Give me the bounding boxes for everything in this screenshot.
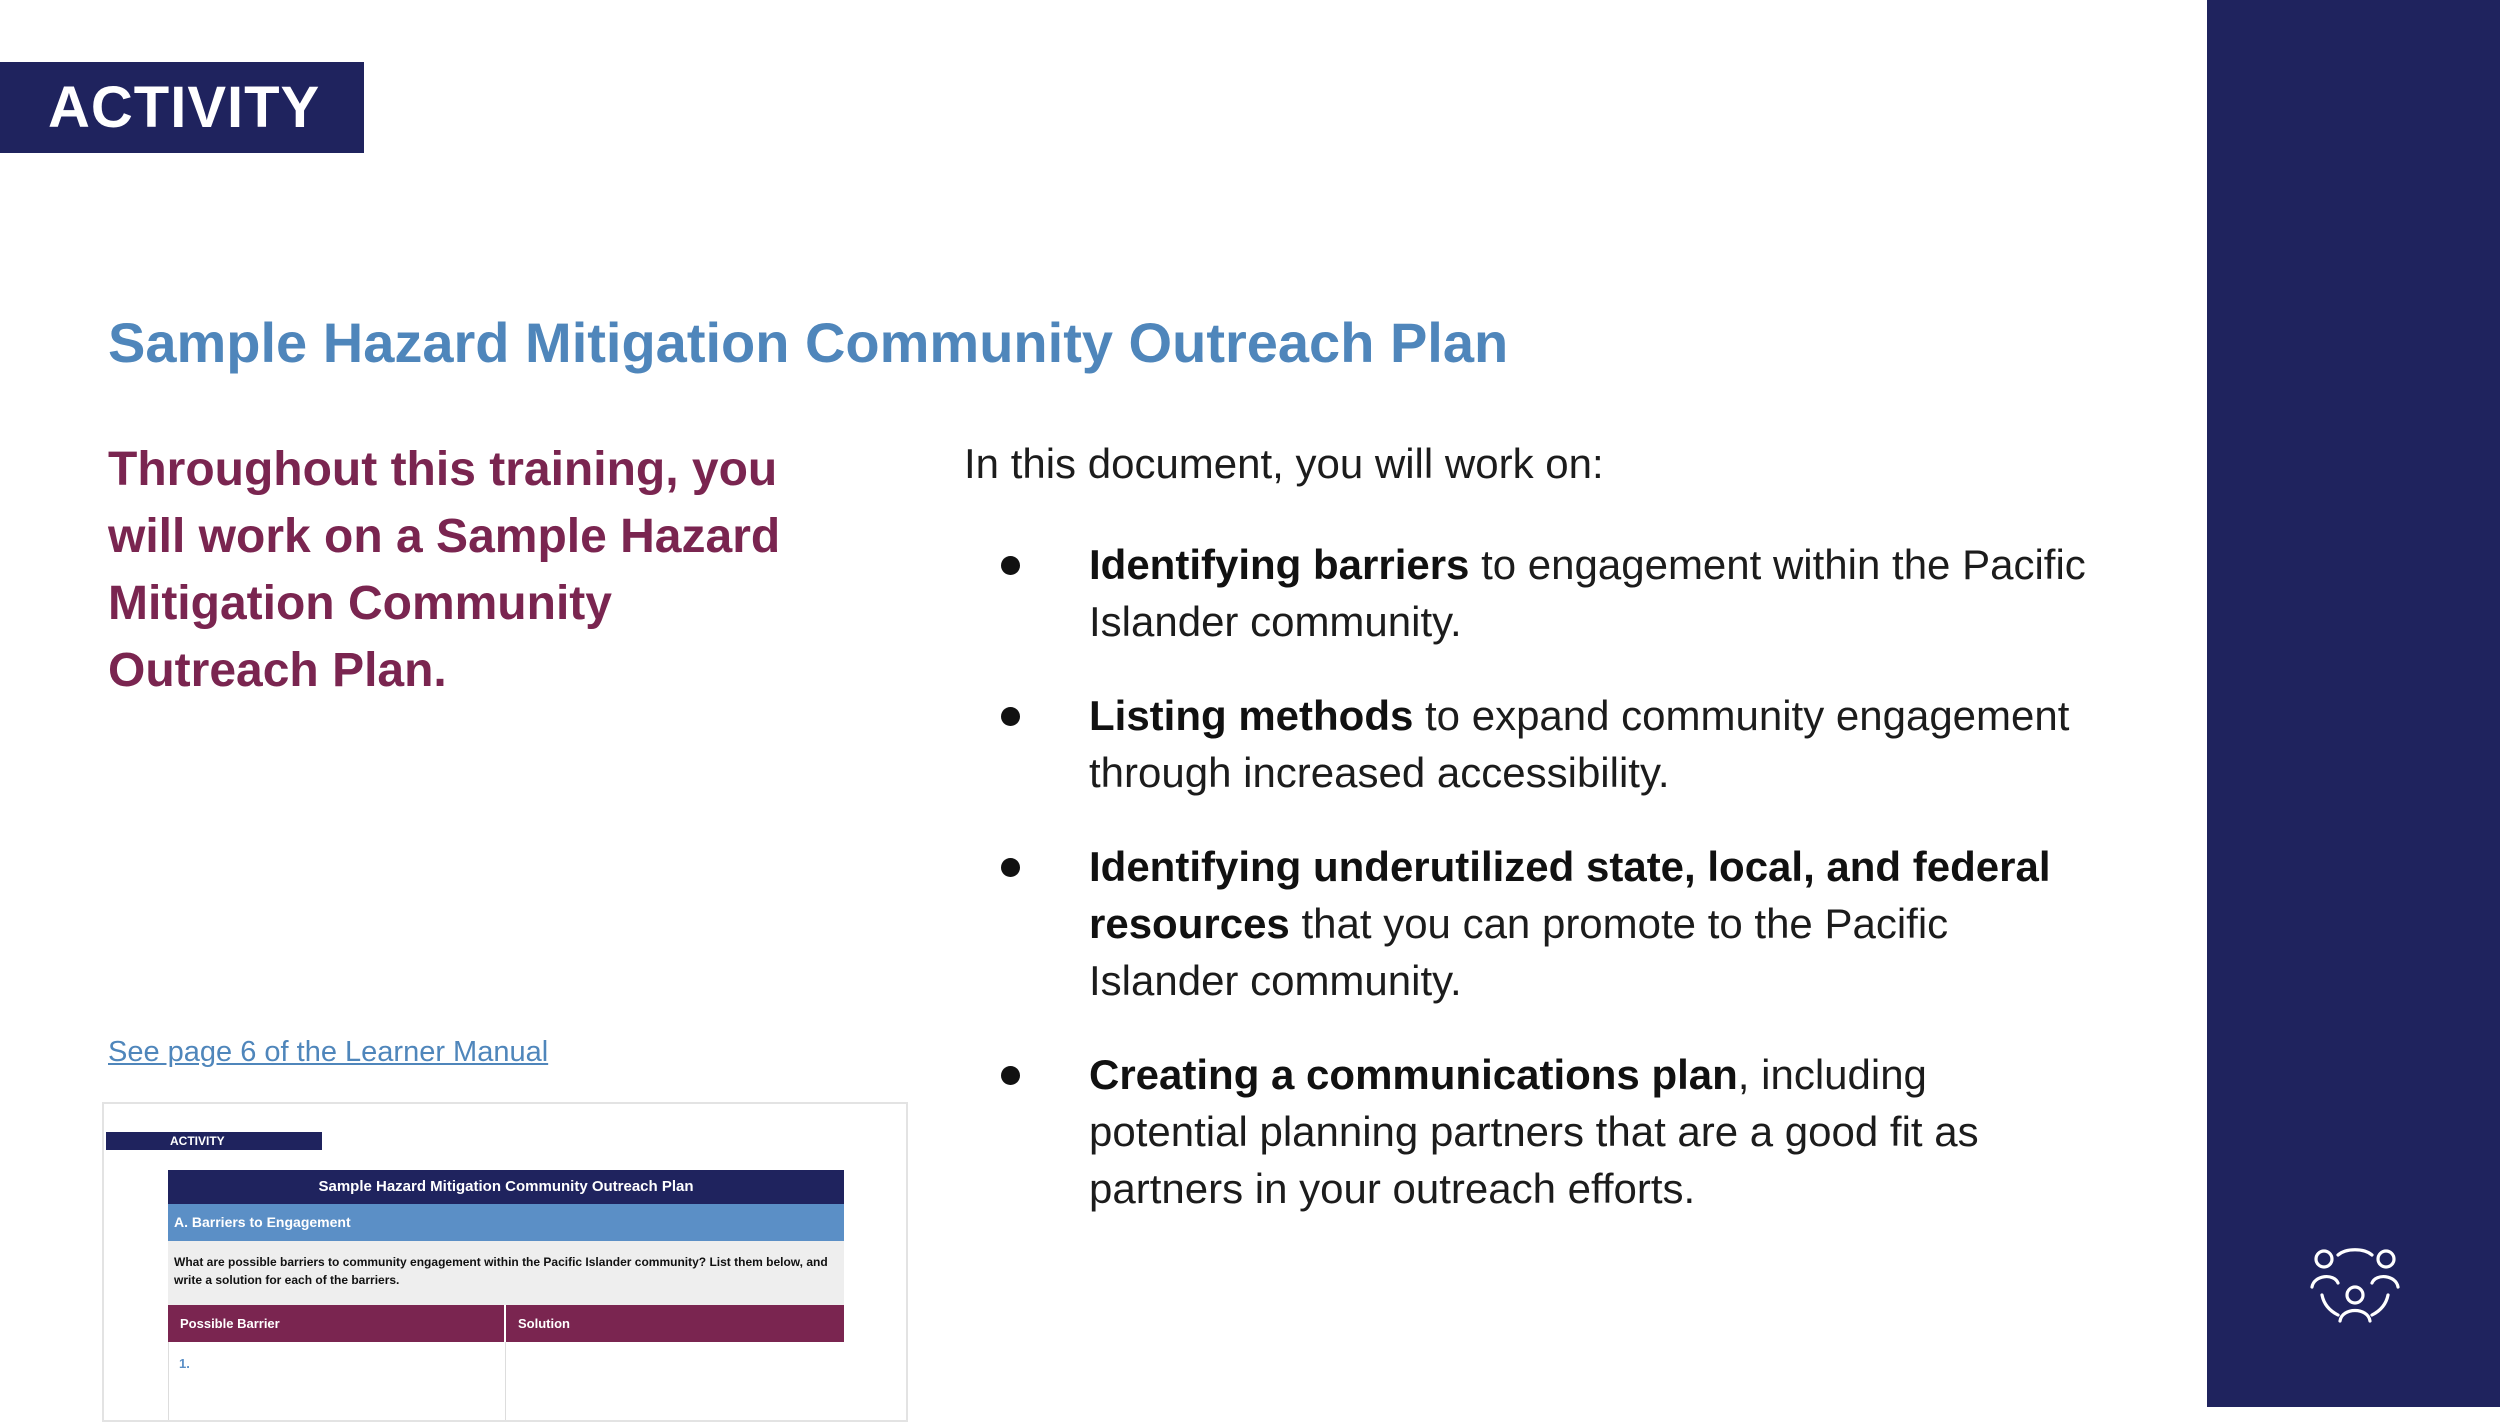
list-item bbox=[964, 536, 2094, 650]
list-item-text: to engagement within the Pacific Islander community. bbox=[1089, 541, 2086, 645]
page-title: Sample Hazard Mitigation Community Outreach Plan bbox=[108, 311, 1509, 374]
learner-manual-link[interactable]: See page 6 of the Learner Manual bbox=[108, 1036, 549, 1068]
thumbnail-table-row bbox=[168, 1342, 845, 1422]
list-item-bold: Identifying barriers bbox=[1089, 541, 1470, 588]
thumbnail-badge: ACTIVITY bbox=[106, 1132, 322, 1150]
bullet-icon bbox=[1001, 858, 1020, 877]
list-item bbox=[964, 1046, 2094, 1217]
list-item-bold: Creating a communications plan bbox=[1089, 1051, 1738, 1098]
list-item-bold: Identifying underutilized state, local, and federal resources bbox=[1089, 843, 2051, 947]
thumbnail-row-number: 1. bbox=[179, 1356, 190, 1371]
bullet-icon bbox=[1001, 1066, 1020, 1085]
list-item-bold: Listing methods bbox=[1089, 692, 1414, 739]
bullet-icon bbox=[1001, 707, 1020, 726]
right-sidebar bbox=[2207, 0, 2500, 1407]
document-thumbnail bbox=[102, 1102, 908, 1422]
list-item bbox=[964, 687, 2094, 801]
thumbnail-title: Sample Hazard Mitigation Community Outreach Plan bbox=[168, 1170, 844, 1204]
thumbnail-col-solution: Solution bbox=[518, 1316, 570, 1331]
work-items-list bbox=[964, 536, 2094, 1254]
list-item-text: that you can promote to the Pacific Islander community. bbox=[1089, 900, 1949, 1004]
list-lead-text: In this document, you will work on: bbox=[964, 440, 1604, 487]
thumbnail-table-header bbox=[168, 1305, 844, 1342]
intro-text: Throughout this training, you will work on a Sample Hazard Mitigation Community Outreach Plan. bbox=[108, 443, 781, 697]
activity-badge: ACTIVITY bbox=[0, 62, 364, 153]
thumbnail-prompt: What are possible barriers to community engagement within the Pacific Islander community? List them below, and write a solution for each of the barriers. bbox=[168, 1241, 844, 1305]
community-group-icon bbox=[2310, 1245, 2400, 1323]
list-item-text: , including potential planning partners that are a good fit as partners in your outreach efforts. bbox=[1089, 1051, 1979, 1212]
list-item-text: to expand community engagement through increased accessibility. bbox=[1089, 692, 2070, 796]
thumbnail-col-barrier: Possible Barrier bbox=[180, 1316, 280, 1331]
list-item bbox=[964, 838, 2094, 1009]
bullet-icon bbox=[1001, 556, 1020, 575]
thumbnail-section-heading: A. Barriers to Engagement bbox=[168, 1204, 844, 1241]
